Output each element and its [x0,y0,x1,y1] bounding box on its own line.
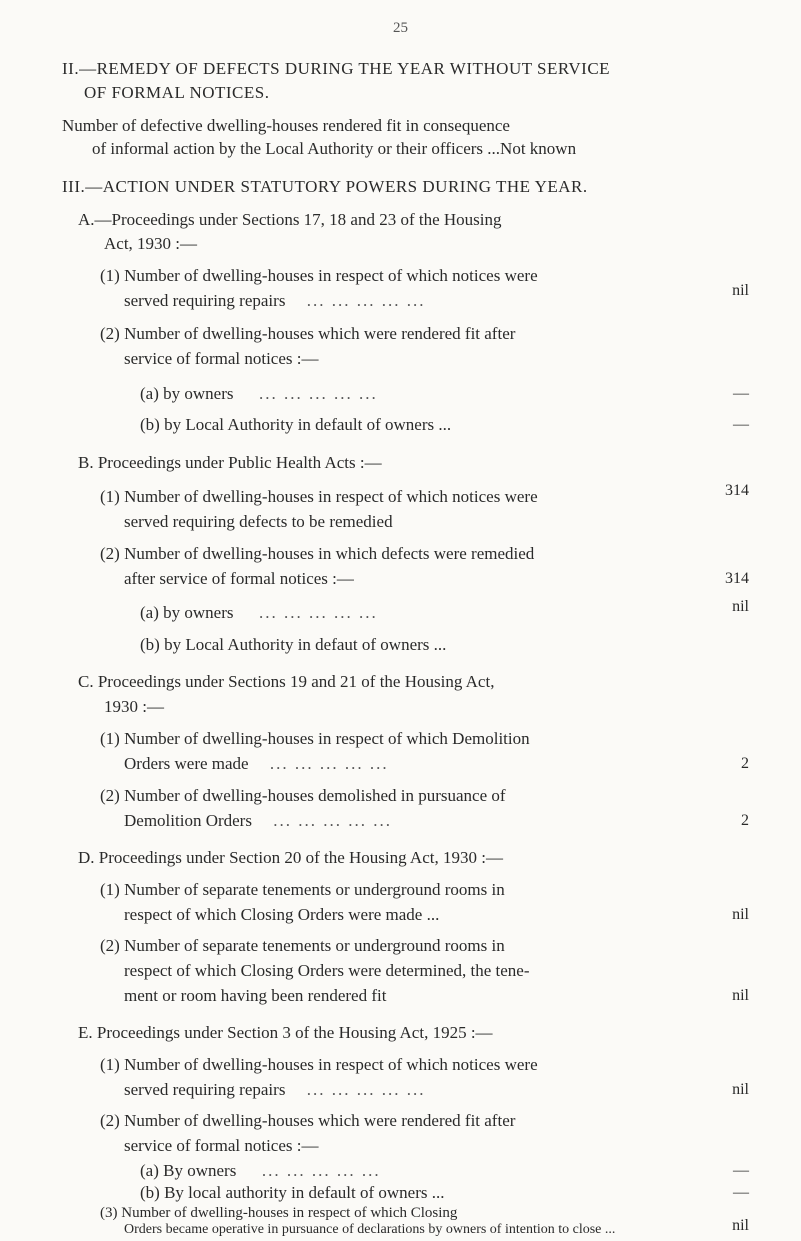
section-d-item2-value: nil [732,987,749,1004]
section-d-item2-line3: ment or room having been rendered fit [124,986,387,1005]
section-c-item1-line1: (1) Number of dwelling-houses in respect of which Demolition [100,729,530,748]
section-e-item1-line1: (1) Number of dwelling-houses in respect of which notices were [100,1055,538,1074]
section-b-item2a-value: 314 [725,570,749,587]
section-d-item2-line2: respect of which Closing Orders were determined, the tene- [124,961,530,980]
section-e-item3-line1: (3) Number of dwelling-houses in respect of which Closing [100,1205,458,1221]
section-a-item1-value: nil [732,282,749,299]
section-ii-title-line2: OF FORMAL NOTICES. [84,83,270,102]
section-c-item1-line2: Orders were made ... ... ... ... ... [124,754,389,773]
section-a-item1-line2: served requiring repairs ... ... ... ... ... [124,291,426,310]
section-b-item2b-value: nil [732,598,749,615]
section-b-heading: B. Proceedings under Public Health Acts :— [78,453,382,472]
section-e-item2a: (a) By owners ... ... ... ... ... [140,1161,381,1180]
section-e-item2-line1: (2) Number of dwelling-houses which were rendered fit after [100,1111,516,1130]
section-b-item2-line2: after service of formal notices :— [124,569,354,588]
section-e-item2b: (b) By local authority in default of owners ... [140,1183,445,1202]
section-e-item2a-value: — [733,1162,749,1179]
section-b-item1-value: 314 [725,482,749,499]
section-e-item1-value: nil [732,1081,749,1098]
section-c-heading-line2: 1930 :— [104,697,164,716]
section-a-item2-line2: service of formal notices :— [124,349,319,368]
section-c-item2-line2: Demolition Orders ... ... ... ... ... [124,811,392,830]
section-b-item1-line2: served requiring defects to be remedied [124,512,393,531]
section-e-item2-line2: service of formal notices :— [124,1136,319,1155]
section-d-item1-line1: (1) Number of separate tenements or underground rooms in [100,880,505,899]
section-b-item1-line1: (1) Number of dwelling-houses in respect of which notices were [100,487,538,506]
section-c-item1-value: 2 [741,755,749,772]
section-d-heading: D. Proceedings under Section 20 of the Housing Act, 1930 :— [78,848,503,867]
section-e-heading: E. Proceedings under Section 3 of the Housing Act, 1925 :— [78,1023,493,1042]
section-a-heading-line1: A.—Proceedings under Sections 17, 18 and 23 of the Housing [78,210,502,229]
section-ii-title-line1: II.—REMEDY OF DEFECTS DURING THE YEAR WITHOUT SERVICE [62,59,611,78]
section-e-item1-line2: served requiring repairs ... ... ... ... ... [124,1080,426,1099]
section-a-item1-line1: (1) Number of dwelling-houses in respect of which notices were [100,266,538,285]
section-a-item2a-value: — [733,385,749,402]
page-number: 25 [393,20,408,36]
section-d-item1-value: nil [732,906,749,923]
section-c-item2-line1: (2) Number of dwelling-houses demolished in pursuance of [100,786,506,805]
section-c-heading-line1: C. Proceedings under Sections 19 and 21 of the Housing Act, [78,672,495,691]
section-e-item3-line2: Orders became operative in pursuance of declarations by owners of intention to close ... [124,1222,616,1237]
section-a-item2a: (a) by owners ... ... ... ... ... [140,384,378,403]
section-e-item3-value: nil [732,1217,749,1234]
section-b-item2-line1: (2) Number of dwelling-houses in which defects were remedied [100,544,535,563]
section-a-item2-line1: (2) Number of dwelling-houses which were rendered fit after [100,324,516,343]
section-d-item1-line2: respect of which Closing Orders were made ... [124,905,440,924]
section-ii-text-line1: Number of defective dwelling-houses rendered fit in consequence [62,116,510,135]
section-iii-title: III.—ACTION UNDER STATUTORY POWERS DURING THE YEAR. [62,177,588,196]
section-b-item2b: (b) by Local Authority in defaut of owners ... [140,635,447,654]
section-c-item2-value: 2 [741,812,749,829]
section-e-item2b-value: — [733,1184,749,1201]
section-a-heading-line2: Act, 1930 :— [104,234,198,253]
section-a-item2b: (b) by Local Authority in default of owners ... [140,415,452,434]
section-a-item2b-value: — [733,416,749,433]
section-d-item2-line1: (2) Number of separate tenements or underground rooms in [100,936,505,955]
section-b-item2a: (a) by owners ... ... ... ... ... [140,603,378,622]
section-ii-text-line2: of informal action by the Local Authority or their officers ...Not known [92,139,577,158]
